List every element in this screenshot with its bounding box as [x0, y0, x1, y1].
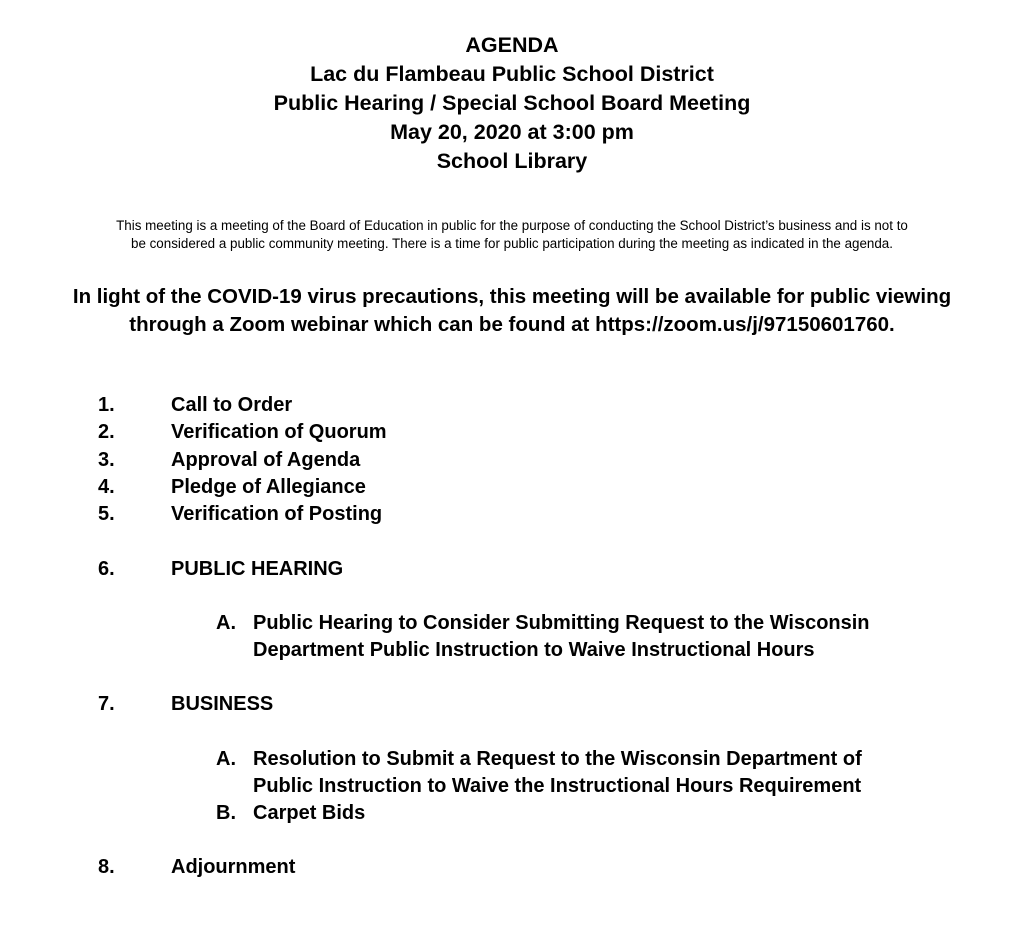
covid-notice-line-1: In light of the COVID-19 virus precautions, this meeting will be available for public viewing	[72, 285, 952, 308]
agenda-header	[0, 31, 1024, 176]
agenda-item-label: Adjournment	[171, 856, 296, 878]
meeting-type: Public Hearing / Special School Board Meeting	[273, 91, 751, 115]
agenda-subitem-line: Department Public Instruction to Waive Instructional Hours	[253, 639, 815, 661]
meeting-disclaimer	[20, 217, 1004, 253]
meeting-location: School Library	[436, 149, 588, 173]
agenda-item-number: 7.	[98, 693, 115, 715]
agenda-item-number: 5.	[98, 503, 115, 525]
agenda-subitem-text	[253, 610, 963, 664]
agenda-subitem-line: Public Hearing to Consider Submitting Request to the Wisconsin	[253, 612, 870, 634]
covid-notice-line-2: through a Zoom webinar which can be found at https://zoom.us/j/97150601760.	[129, 313, 895, 336]
agenda-subitem-letter: A.	[216, 612, 236, 634]
agenda-item-label: PUBLIC HEARING	[171, 558, 344, 580]
agenda-item-number: 8.	[98, 856, 115, 878]
agenda-item-label: Verification of Posting	[171, 503, 383, 525]
disclaimer-line-2: be considered a public community meeting. There is a time for public participation during the meeting as indicated in the agenda.	[131, 236, 893, 251]
covid-notice	[20, 283, 1004, 339]
agenda-subitem-text	[253, 800, 963, 827]
agenda-item-number: 6.	[98, 558, 115, 580]
agenda-item-label: Verification of Quorum	[171, 421, 387, 443]
agenda-subitem-letter: B.	[216, 802, 236, 824]
agenda-item-label: Pledge of Allegiance	[171, 476, 366, 498]
agenda-subitem-line: Carpet Bids	[253, 802, 366, 824]
document-title: AGENDA	[465, 33, 559, 57]
disclaimer-line-1: This meeting is a meeting of the Board of Education in public for the purpose of conducting the School District’s business and is not to	[116, 218, 908, 233]
agenda-item-label: Approval of Agenda	[171, 449, 361, 471]
agenda-item-number: 1.	[98, 394, 115, 416]
agenda-item-label: Call to Order	[171, 394, 293, 416]
agenda-item-number: 4.	[98, 476, 115, 498]
agenda-subitem-line: Public Instruction to Waive the Instructional Hours Requirement	[253, 775, 862, 797]
agenda-subitem-line: Resolution to Submit a Request to the Wisconsin Department of	[253, 748, 862, 770]
agenda-item-label: BUSINESS	[171, 693, 274, 715]
agenda-item-number: 2.	[98, 421, 115, 443]
agenda-item-number: 3.	[98, 449, 115, 471]
district-name: Lac du Flambeau Public School District	[310, 62, 714, 86]
agenda-subitem-text	[253, 746, 963, 800]
meeting-date-time: May 20, 2020 at 3:00 pm	[390, 120, 634, 144]
agenda-subitem-letter: A.	[216, 748, 236, 770]
